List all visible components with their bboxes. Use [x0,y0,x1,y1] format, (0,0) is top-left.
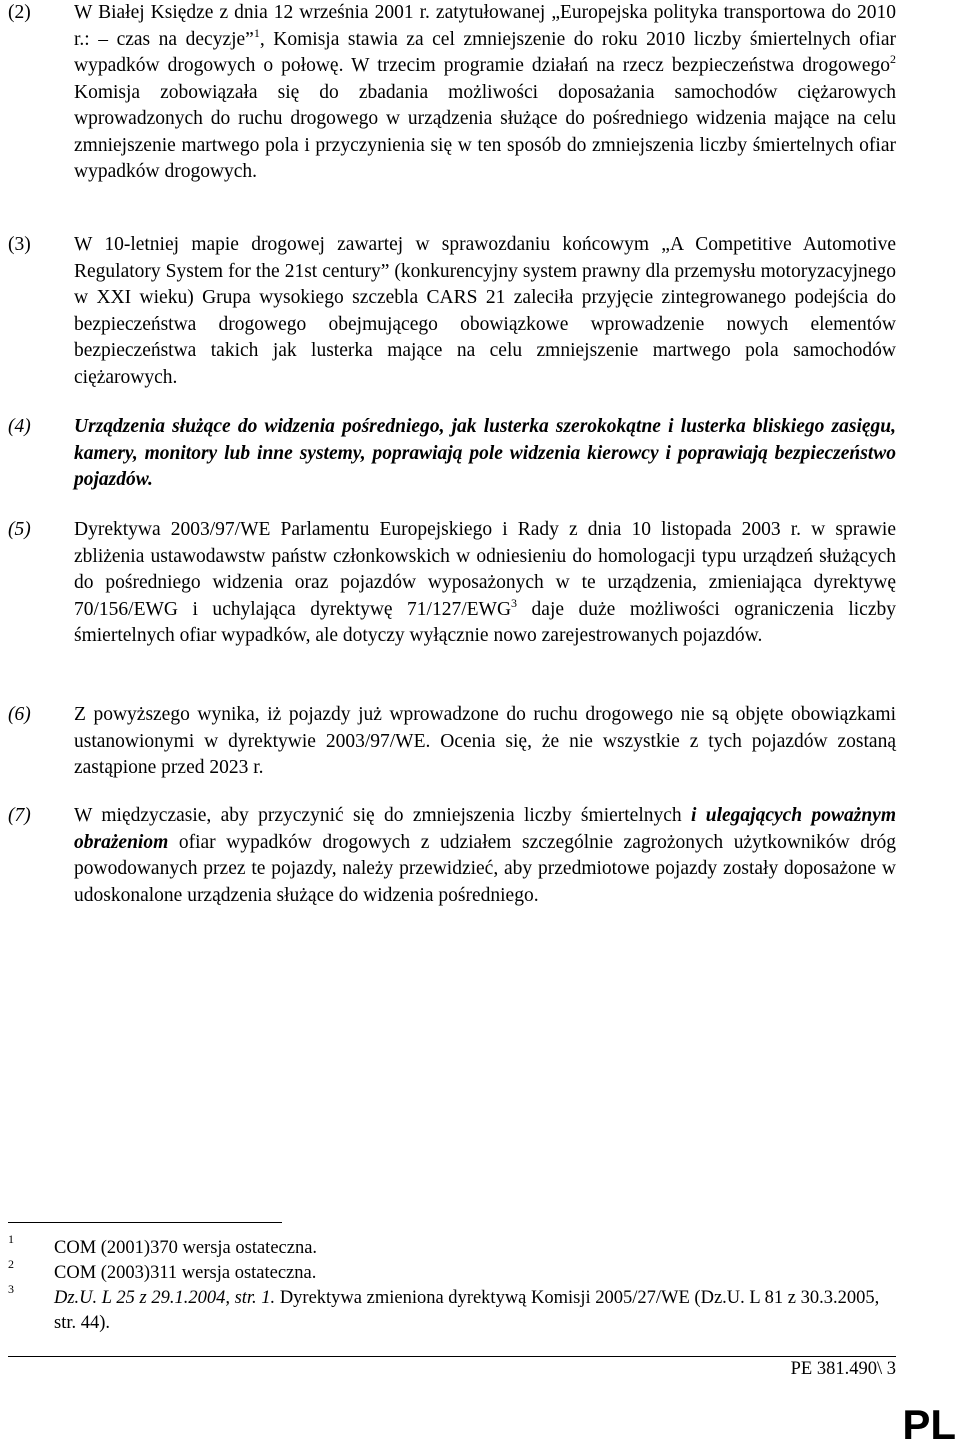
recital-2-text [74,0,896,186]
recital-emphasis: i ulegających poważnym obrażeniom [74,805,897,853]
recital-7-text [74,803,896,909]
recital-number: (5) [8,519,31,540]
page-reference: PE 381.490\ 3 [790,1359,896,1379]
recital-3-text: W 10-letniej mapie drogowej zawartej w sprawozdaniu końcowym „A Competitive Automotive Regulatory System for the 21st century” (konkurencyjny system prawny dla przemysłu motoryzacyjnego w XXI wieku) Grupa wysokiego szczebla CARS 21 zaleciła przyjęcie zintegrowanego podejścia do bezpieczeństwa drogowego obejmującego obowiązkowe wprowadzenie nowych elementów bezpieczeństwa takich jak lusterka mające na celu zmniejszenie martwego pola samochodów ciężarowych. [74,234,896,388]
footnote-ref: 1 [253,25,260,40]
recital-text: , Komisja stawia za cel zmniejszenie do roku 2010 liczby śmiertelnych ofiar wypadków drogowych o połowę. W trzecim programie działań na rzecz bezpieczeństwa drogowego [74,28,896,76]
footnote-number: 3 [8,1282,14,1296]
footnote-text: COM (2003)311 wersja ostateczna. [54,1263,317,1283]
footer-separator [8,1356,896,1357]
recital-number: (7) [8,805,31,826]
recital-text: daje duże możliwości ograniczenia liczby śmiertelnych ofiar wypadków, ale dotyczy wyłącznie nowo zarejestrowanych pojazdów. [74,598,896,646]
footnote-ref: 3 [511,595,518,610]
footnote-citation: Dz.U. L 25 z 29.1.2004, str. 1. [54,1288,276,1308]
recital-4-text: Urządzenia służące do widzenia pośredniego, jak lusterka szerokokątne i lusterka bliskiego zasięgu, kamery, monitory lub inne systemy, poprawiają pole widzenia kierowcy i poprawiają bezpieczeństwo pojazdów. [74,416,896,490]
footnote-text: Dyrektywa zmieniona dyrektywą Komisji 2005/27/WE (Dz.U. L 81 z 30.3.2005, str. 44). [54,1288,880,1333]
recital-5-text [74,517,896,650]
recital-text: Dyrektywa 2003/97/WE Parlamentu Europejskiego i Rady z dnia 10 listopada 2003 r. w sprawie zbliżenia ustawodawstw państw członkowskich w odniesieniu do homologacji typu urządzeń służących do pośredniego widzenia oraz pojazdów wyposażonych w te urządzenia, zmieniająca dyrektywę 70/156/EWG i uchylająca dyrektywę 71/127/EWG [74,519,896,620]
language-code: PL [902,1401,956,1448]
recital-number: (3) [8,234,31,255]
footnote-number: 1 [8,1232,14,1246]
recital-text: W międzyczasie, aby przyczynić się do zmniejszenia liczby śmiertelnych [74,805,691,826]
footnote-text: COM (2001)370 wersja ostateczna. [54,1238,318,1258]
recital-number: (4) [8,416,31,437]
recital-number: (2) [8,2,31,23]
footnote-separator [8,1222,282,1223]
footnote-ref: 2 [890,52,896,66]
recital-number: (6) [8,704,31,725]
recital-6-text: Z powyższego wynika, iż pojazdy już wprowadzone do ruchu drogowego nie są objęte obowiązkami ustanowionymi w dyrektywie 2003/97/WE. Ocenia się, że nie wszystkie z tych pojazdów zostaną zastąpione przed 2023 r. [74,704,896,778]
recital-text: ofiar wypadków drogowych z udziałem szczególnie zagrożonych użytkowników dróg powodowanych przez te pojazdy, należy przewidzieć, aby przedmiotowe pojazdy zostały doposażone w udoskonalone urządzenia służące do widzenia pośredniego. [74,831,896,906]
footnote-3-text [54,1286,896,1336]
recital-text: W Białej Księdze z dnia 12 września 2001 r. zatytułowanej „Europejska polityka transportowa do 2010 r.: – czas na decyzje” [74,2,896,50]
recital-text: Komisja zobowiązała się do zbadania możliwości doposażania samochodów ciężarowych wprowadzonych do ruchu drogowego w urządzenia służące do pośredniego widzenia mające na celu zmniejszenie martwego pola i przyczynienia się w ten sposób do zmniejszenia liczby śmiertelnych ofiar wypadków drogowych. [74,81,896,182]
footnote-number: 2 [8,1257,14,1271]
